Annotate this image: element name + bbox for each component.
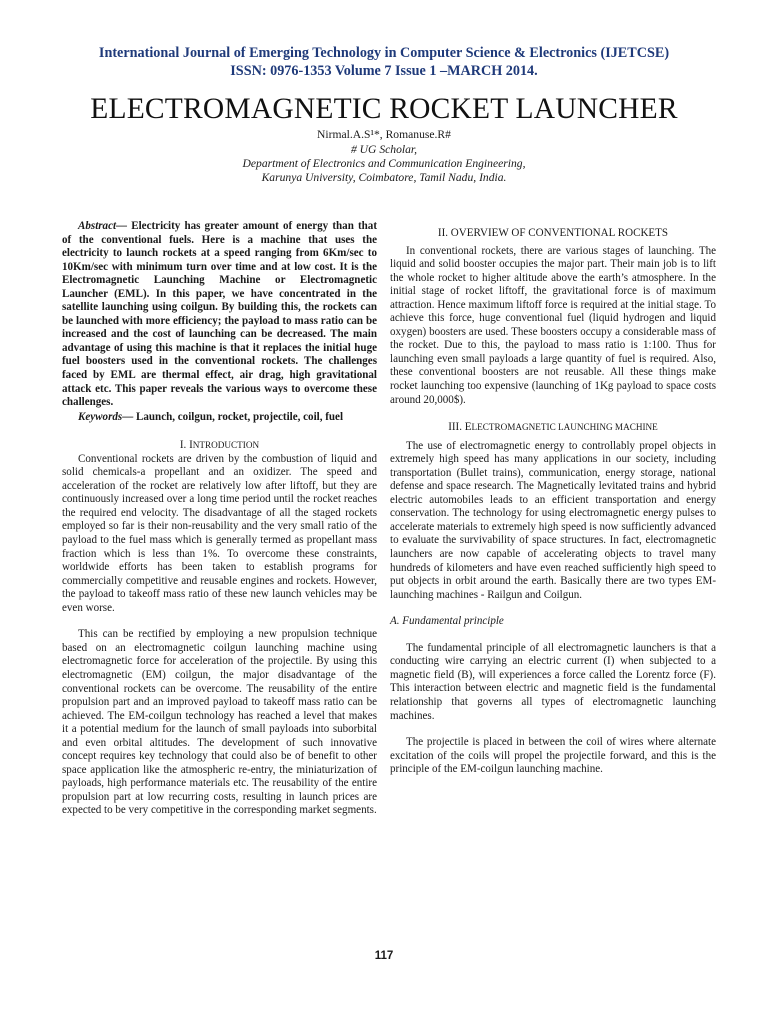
fundamental-paragraph-1: The fundamental principle of all electromagnetic launchers is that a conducting wire carrying an electric current (I) when subjected to a magnetic field (B), will experiences a force called the Lorentz force (F). This interaction between electric and magnetic field is the fundamental relationship that governs all types of electromagnetic launching machines. [390,641,716,722]
left-column [62,220,377,818]
department: Department of Electronics and Communication Engineering, [242,157,526,170]
abstract-lead: Abstract— [78,220,128,232]
eml-paragraph: The use of electromagnetic energy to controllably propel objects in extremely high speed has many applications in our society, including transportation (Bullet trains), communication, energy storage, national defense and space research. The Magnetically levitated trains and hybrid electric automobiles leads to an efficient transportation and energy conservation. The technology for using electromagnetic energy pulses to accelerate materials to extremely high speed is now sufficiently advanced to evaluate the survivability of space structures. In fact, electromagnetic launchers are now capable of accelerating objects to travel many hundreds of kilometers and have even reached sufficiently high speed to put objects in orbit around the earth. Basically there are two types EM-launching machines - Railgun and Coilgun. [390,439,716,601]
page-number: 117 [374,950,394,962]
paper-title: ELECTROMAGNETIC ROCKET LAUNCHER [90,93,678,125]
intro-paragraph-2: This can be rectified by employing a new propulsion technique based on an electromagnetic coilgun launching machine using electromagnetic force for acceleration of the projectile. By using this electromagnetic (EM) coilgun, the major disadvantage of the conventional rockets can be overcome. The reusability of the entire propulsion part and an improved payload to takeoff mass ratio can be achieved. The EM-coilgun technology has reached a level that makes it a potential medium for the launch of small payloads into suborbital and even orbital altitudes. The development of such innovative concept requires key technology that could also be of benefit to other space application like the atmospheric re-entry, the miniaturization of payloads, high performance materials etc. The reusability of the entire propulsion part at low recurring costs, resulting in launch prices are expected to be very competitive in the corresponding market segments. [62,628,377,817]
abstract [62,220,377,410]
keywords [62,411,377,425]
journal-issn: ISSN: 0976-1353 Volume 7 Issue 1 –MARCH 2014. [230,63,538,79]
fundamental-paragraph-2: The projectile is placed in between the coil of wires where alternate excitation of the coils will propel the projectile forward, and this is the principle of the EM-coilgun launching machine. [390,736,716,776]
keywords-text: Launch, coilgun, rocket, projectile, coil, fuel [133,410,344,423]
section-heading-eml: III. ELECTROMAGNETIC LAUNCHING MACHINE [448,421,658,434]
section-heading-overview: II. OVERVIEW OF CONVENTIONAL ROCKETS [437,227,669,239]
right-column [390,227,716,777]
overview-paragraph: In conventional rockets, there are various stages of launching. The liquid and solid booster occupies the major part. Their main job is to lift the whole rocket to higher altitude above the earth’s atmosphere. In the initial stage of rocket liftoff, the gravitational force is of maximum attraction. Hence maximum liftoff force is required at the initial stage. To achieve this force, huge conventional fuel (liquid hydrogen and liquid oxygen) boosters are used. These boosters occupy a considerable mass of the rocket. Due to this, the payload to mass ratio is 1:100. Thus for launching even small payloads a large quantity of fuel is required. Also, these conventional boosters are not reusable. All these things make rocket launching too expensive (launching of 1Kg payload to space costs around 20,000$). [390,244,716,406]
abstract-text: Electricity has greater amount of energy than that of the conventional fuels. Here is a machine that uses the electricity to launch rockets at a speed ranging from 6Km/sec to 10Km/sec with minimum turn over time and at low cost. It is the Electromagnetic Launching Machine or Electromagnetic Launcher (EML). In this paper, we have concentrated in the satellite launching using coilgun. By building this, the rockets can be launched with more efficiency; the payload to mass ratio can be increased and the cost of launching can be decreased. The main advantage of using this machine is that it replaces the initial huge fuel boosters used in the conventional rockets. The challenges faced by EML are thermal effect, air drag, high gravitational attack etc. This paper reveals the various ways to overcome these challenges. [62,220,377,409]
keywords-lead: Keywords— [78,410,134,423]
section-heading-introduction: I. INTRODUCTION [179,439,260,452]
authors: Nirmal.A.S¹*, Romanuse.R# [317,128,451,141]
university: Karunya University, Coimbatore, Tamil Nadu, India. [261,171,507,184]
intro-paragraph-1: Conventional rockets are driven by the combustion of liquid and solid chemicals-a propellant and an oxidizer. The speed and acceleration of the rocket are relatively low after liftoff, but they are continuously increased over a long time period until the rocket reaches the required end velocity. The disadvantage of all the staged rockets employed so far is their non-reusability and the very small ratio of the payload to the fuel mass which is generally termed as propellant mass fraction which is less than 1%. To overcome these constraints, worldwide efforts has been taken to establish programs for commercially competitive and reusable engines and rockets. However, the payload to takeoff mass ratio of these new launch vehicles may be even worse. [62,452,377,614]
author-role: # UG Scholar, [350,143,418,156]
subsection-heading-fundamental: A. Fundamental principle [390,615,504,628]
journal-name: International Journal of Emerging Technology in Computer Science & Electronics (IJETCSE) [98,45,670,61]
